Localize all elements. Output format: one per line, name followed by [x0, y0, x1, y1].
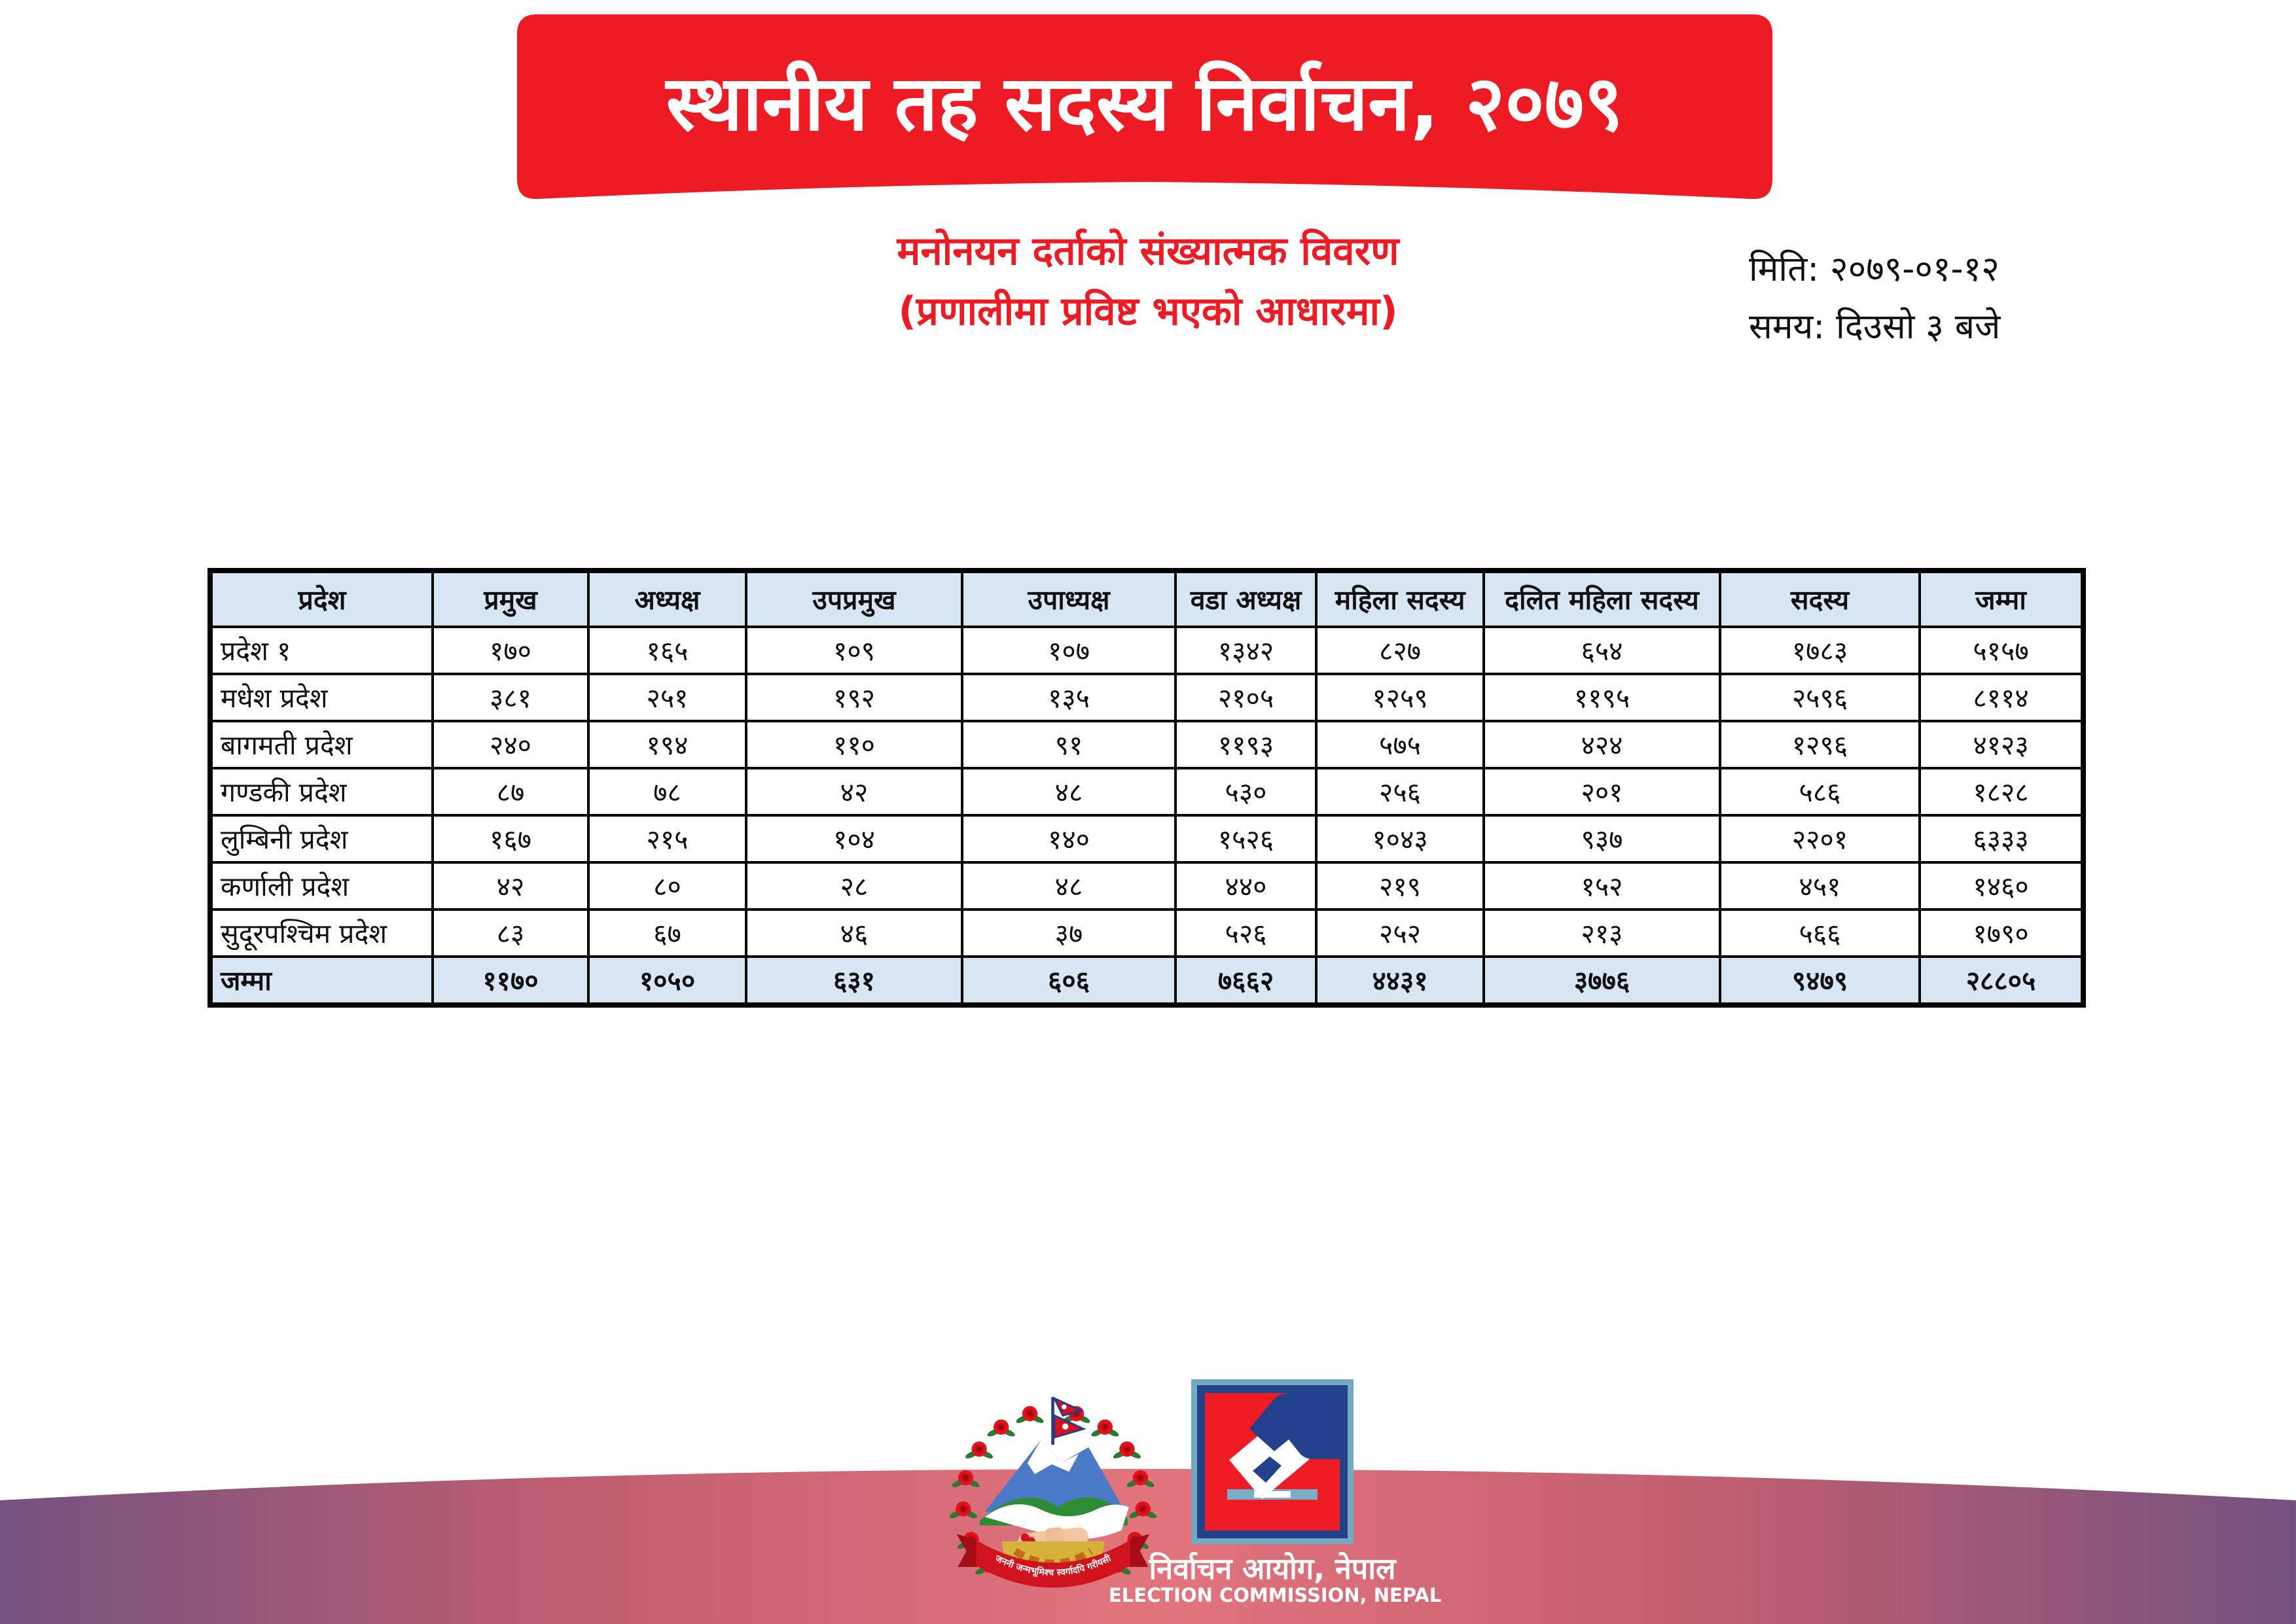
cell-value: ७६६२ [1175, 957, 1316, 1005]
cell-value: १०७ [962, 627, 1175, 674]
row-label: मधेश प्रदेश [210, 674, 433, 721]
cell-value: १५२६ [1175, 815, 1316, 862]
cell-value: १४० [962, 815, 1175, 862]
column-header: महिला सदस्य [1316, 571, 1484, 627]
cell-value: १२९६ [1720, 721, 1920, 768]
date-time-block [1749, 241, 2000, 356]
table-row [210, 815, 2083, 862]
ec-name-nepali: निर्वाचन आयोग, नेपाल [1149, 1551, 1396, 1586]
cell-value: ११९३ [1175, 721, 1316, 768]
cell-value: ४१२३ [1920, 721, 2083, 768]
cell-value: ८७ [433, 768, 588, 815]
cell-value: १०४३ [1316, 815, 1484, 862]
cell-value: ८२७ [1316, 627, 1484, 674]
cell-value: २५९६ [1720, 674, 1920, 721]
cell-value: ५२६ [1175, 909, 1316, 957]
cell-value: २१३ [1484, 909, 1720, 957]
cell-value: १७९० [1920, 909, 2083, 957]
date-line: मिति: २०७९-०१-१२ [1749, 249, 2000, 289]
row-label: कर्णाली प्रदेश [210, 862, 433, 909]
header-row [210, 571, 2083, 627]
cell-value: ११९५ [1484, 674, 1720, 721]
emblem-motto: जननी जन्मभूमिश्च स्वर्गादपि गरीयसी [993, 1553, 1113, 1578]
cell-value: ६३१ [746, 957, 962, 1005]
subtitle-line2: (प्रणालीमा प्रविष्ट भएको आधारमा) [898, 289, 1398, 334]
cell-value: ३७७६ [1484, 957, 1720, 1005]
cell-value: ५३० [1175, 768, 1316, 815]
election-commission-logo [1191, 1379, 1354, 1547]
cell-value: २५२ [1316, 909, 1484, 957]
cell-value: २२०१ [1720, 815, 1920, 862]
column-header: जम्मा [1920, 571, 2083, 627]
cell-value: ६५४ [1484, 627, 1720, 674]
cell-value: १५२ [1484, 862, 1720, 909]
cell-value: १३४२ [1175, 627, 1316, 674]
column-header: प्रदेश [210, 571, 433, 627]
cell-value: २१०५ [1175, 674, 1316, 721]
cell-value: २१९ [1316, 862, 1484, 909]
cell-value: ४८ [962, 862, 1175, 909]
cell-value: ४५१ [1720, 862, 1920, 909]
subtitle-line1: मनोनयन दर्ताको संख्यात्मक विवरण [897, 228, 1399, 274]
cell-value: ४४० [1175, 862, 1316, 909]
cell-value: १०५० [588, 957, 746, 1005]
table-row [210, 862, 2083, 909]
cell-value: १६७ [433, 815, 588, 862]
cell-value: १९२ [746, 674, 962, 721]
cell-value: १९४ [588, 721, 746, 768]
cell-value: ४८ [962, 768, 1175, 815]
page-title: स्थानीय तह सदस्य निर्वाचन, २०७९ [666, 60, 1624, 148]
subtitle [559, 221, 1737, 342]
table-header-row [210, 571, 2083, 627]
cell-value: १६५ [588, 627, 746, 674]
cell-value: १८२८ [1920, 768, 2083, 815]
table-row [210, 768, 2083, 815]
cell-value: ४२ [433, 862, 588, 909]
cell-value: ६३३३ [1920, 815, 2083, 862]
cell-value: १०४ [746, 815, 962, 862]
cell-value: ४६ [746, 909, 962, 957]
cell-value: २५६ [1316, 768, 1484, 815]
cell-value: १२५९ [1316, 674, 1484, 721]
cell-value: २८ [746, 862, 962, 909]
cell-value: ९४७९ [1720, 957, 1920, 1005]
time-line: समय: दिउसो ३ बजे [1749, 307, 2001, 347]
cell-value: ५६६ [1720, 909, 1920, 957]
cell-value: ८११४ [1920, 674, 2083, 721]
cell-value: ४२४ [1484, 721, 1720, 768]
cell-value: १३५ [962, 674, 1175, 721]
cell-value: ३७ [962, 909, 1175, 957]
ec-name-english: ELECTION COMMISSION, NEPAL [1109, 1584, 1442, 1606]
cell-value: ६०६ [962, 957, 1175, 1005]
table-row [210, 627, 2083, 674]
column-header: अध्यक्ष [588, 571, 746, 627]
row-label: प्रदेश १ [210, 627, 433, 674]
cell-value: २८८०५ [1920, 957, 2083, 1005]
column-header: प्रमुख [433, 571, 588, 627]
cell-value: ४४३१ [1316, 957, 1484, 1005]
column-header: सदस्य [1720, 571, 1920, 627]
cell-value: २४० [433, 721, 588, 768]
row-label: सुदूरपश्चिम प्रदेश [210, 909, 433, 957]
cell-value: ६७ [588, 909, 746, 957]
column-header: उपप्रमुख [746, 571, 962, 627]
cell-value: ९३७ [1484, 815, 1720, 862]
cell-value: २५१ [588, 674, 746, 721]
row-label: गण्डकी प्रदेश [210, 768, 433, 815]
cell-value: ५७५ [1316, 721, 1484, 768]
cell-value: १७० [433, 627, 588, 674]
cell-value: १४६० [1920, 862, 2083, 909]
nomination-count-table [207, 568, 2086, 1008]
cell-value: २१५ [588, 815, 746, 862]
table-total-row [210, 957, 2083, 1005]
cell-value: ८० [588, 862, 746, 909]
row-label: बागमती प्रदेश [210, 721, 433, 768]
column-header: वडा अध्यक्ष [1175, 571, 1316, 627]
cell-value: ५८६ [1720, 768, 1920, 815]
column-header: उपाध्यक्ष [962, 571, 1175, 627]
cell-value: ४२ [746, 768, 962, 815]
cell-value: १०९ [746, 627, 962, 674]
table-body [210, 627, 2083, 1005]
cell-value: १७८३ [1720, 627, 1920, 674]
table-row [210, 909, 2083, 957]
cell-value: ९१ [962, 721, 1175, 768]
cell-value: ८३ [433, 909, 588, 957]
table-row [210, 674, 2083, 721]
row-label: जम्मा [210, 957, 433, 1005]
cell-value: ५१५७ [1920, 627, 2083, 674]
cell-value: २०१ [1484, 768, 1720, 815]
cell-value: ११७० [433, 957, 588, 1005]
cell-value: ११० [746, 721, 962, 768]
column-header: दलित महिला सदस्य [1484, 571, 1720, 627]
table-row [210, 721, 2083, 768]
cell-value: ७८ [588, 768, 746, 815]
row-label: लुम्बिनी प्रदेश [210, 815, 433, 862]
cell-value: ३८१ [433, 674, 588, 721]
